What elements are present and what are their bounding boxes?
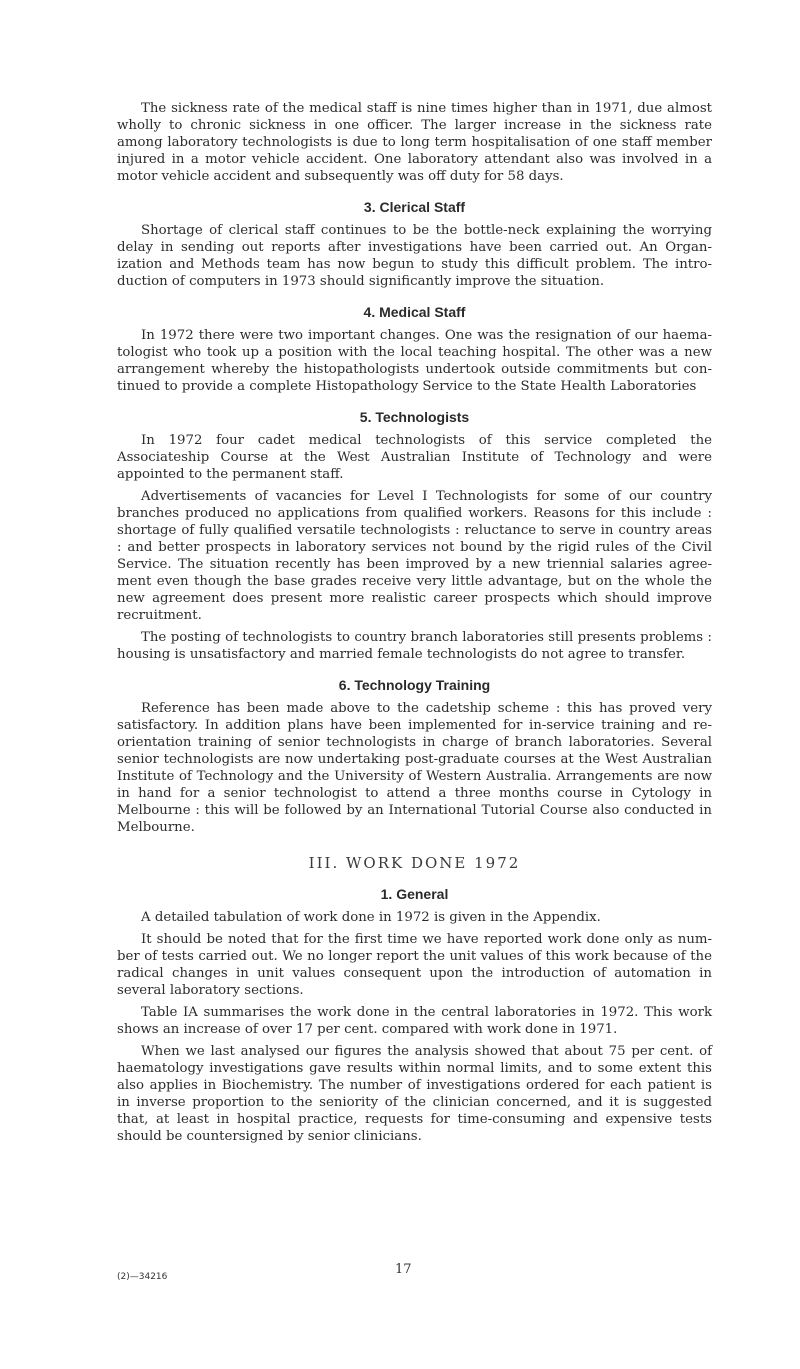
- part-heading-work-done: III. WORK DONE 1972: [308, 854, 521, 872]
- general-paragraph-3: Table IA summarises the work done in the central laboratories in 1972. This work shows an increase of over 17 per cent. compared with work done in 1971.: [117, 1005, 712, 1037]
- general-paragraph-4: When we last analysed our figures the analysis showed that about 75 per cent. of haematology investigations gave results within normal limits, and to some extent this also applies in Biochemistry. The number of investigations ordered for each patient is in inverse proportion to the seniority of the clinician concerned, and it is suggested that, at least in hospital practice, requests for time-consuming and expensive tests should be countersigned by senior clinicians.: [117, 1044, 712, 1144]
- text-column: [117, 100, 712, 1150]
- printer-code: (2)—34216: [117, 1272, 168, 1282]
- section-heading-clerical-staff: 3. Clerical Staff: [363, 199, 466, 215]
- technologists-paragraph-1: In 1972 four cadet medical technologists of this service completed the Associateship Course at the West Australian Institute of Technology and were appointed to the permanent staff.: [117, 433, 712, 482]
- general-paragraph-1: A detailed tabulation of work done in 1972 is given in the Appendix.: [141, 910, 601, 925]
- intro-paragraph: The sickness rate of the medical staff is nine times higher than in 1971, due almost wholly to chronic sickness in one officer. The larger increase in the sickness rate among laboratory technologists is due to long term hospitalisation of one staff member injured in a motor vehicle accident. One laboratory attendant also was involved in a motor vehicle accident and subsequently was off duty for 58 days.: [117, 101, 712, 184]
- section-heading-general: 1. General: [380, 886, 449, 902]
- medical-staff-paragraph: In 1972 there were two important changes. One was the resignation of our haematologist who took up a position with the local teaching hospital. The other was a new arrangement whereby the histopathologists undertook outside commitments but continued to provide a complete Histopathology Service to the State Health Laboratories: [117, 328, 712, 394]
- clerical-staff-paragraph: Shortage of clerical staff continues to be the bottle-neck explaining the worrying delay in sending out reports after investigations have been carried out. An Organization and Methods team has now begun to study this difficult problem. The introduction of computers in 1973 should significantly improve the situation.: [117, 223, 712, 289]
- technologists-paragraph-2: Advertisements of vacancies for Level I Technologists for some of our country branches produced no applications from qualified workers. Reasons for this include : shortage of fully qualified versatile technologists : reluctance to serve in country areas : and better prospects in laboratory services not bound by the rigid rules of the Civil Service. The situation recently has been improved by a new triennial salaries agreement even though the base grades receive very little advantage, but on the whole the new agreement does present more realistic career prospects which should improve recruitment.: [117, 489, 712, 623]
- general-paragraph-2: It should be noted that for the first time we have reported work done only as number of tests carried out. We no longer report the unit values of this work because of the radical changes in unit values consequent upon the introduction of automation in several laboratory sections.: [117, 932, 712, 998]
- section-heading-medical-staff: 4. Medical Staff: [363, 304, 466, 320]
- page-number: 17: [395, 1262, 412, 1277]
- section-heading-technologists: 5. Technologists: [359, 409, 470, 425]
- technology-training-paragraph: Reference has been made above to the cadetship scheme : this has proved very satisfactory. In addition plans have been implemented for in-service training and re-orientation training of senior technologists in charge of branch laboratories. Several senior technologists are now undertaking post-graduate courses at the West Australian Institute of Technology and the University of Western Australia. Arrangements are now in hand for a senior technologist to attend a three months course in Cytology in Melbourne : this will be followed by an International Tutorial Course also conducted in Melbourne.: [117, 701, 712, 835]
- section-heading-technology-training: 6. Technology Training: [338, 677, 491, 693]
- technologists-paragraph-3: The posting of technologists to country branch laboratories still presents problems : housing is unsatisfactory and married female technologists do not agree to transfer.: [117, 630, 712, 662]
